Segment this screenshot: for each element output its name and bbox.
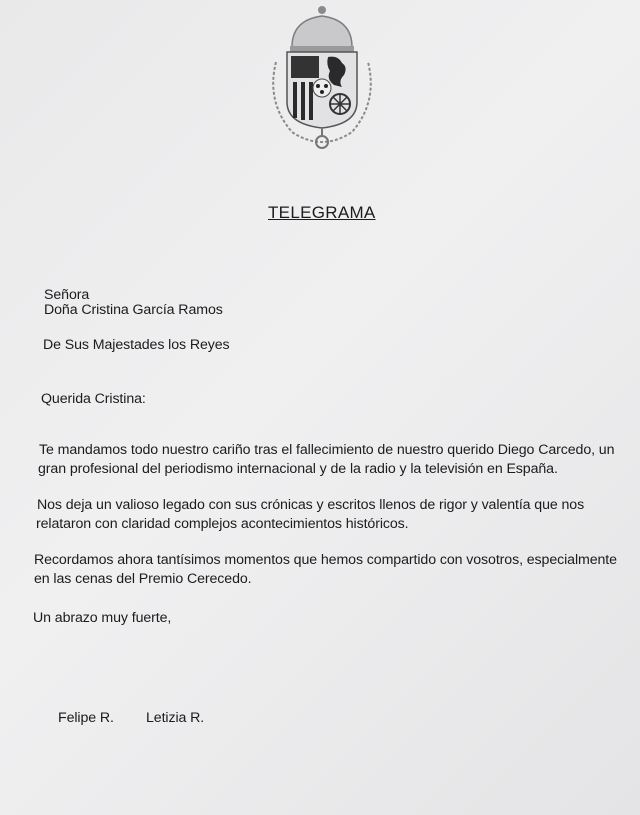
greeting: Querida Cristina: — [41, 391, 146, 407]
closing: Un abrazo muy fuerte, — [33, 610, 172, 626]
coat-of-arms-emblem — [262, 2, 382, 160]
recipient-title: Señora — [44, 287, 90, 303]
paragraph-1-line-1: Te mandamos todo nuestro cariño tras el fallecimiento de nuestro querido Diego Carcedo, un — [39, 442, 615, 458]
sender-line: De Sus Majestades los Reyes — [43, 337, 230, 353]
paragraph-1-line-2: gran profesional del periodismo internacional y de la radio y la televisión en España. — [38, 461, 558, 477]
paragraph-3-line-1: Recordamos ahora tantísimos momentos que hemos compartido con vosotros, especialmente — [34, 552, 617, 568]
recipient-name: Doña Cristina García Ramos — [44, 302, 223, 318]
signature-felipe: Felipe R. — [58, 710, 114, 726]
signature-letizia: Letizia R. — [146, 710, 205, 726]
document-title: TELEGRAMA — [268, 203, 376, 222]
paragraph-2-line-1: Nos deja un valioso legado con sus crónicas y escritos llenos de rigor y valentía que nos — [37, 497, 585, 513]
paragraph-3-line-2: en las cenas del Premio Cerecedo. — [34, 571, 252, 587]
paragraph-2-line-2: relataron con claridad complejos acontecimientos históricos. — [36, 516, 409, 532]
